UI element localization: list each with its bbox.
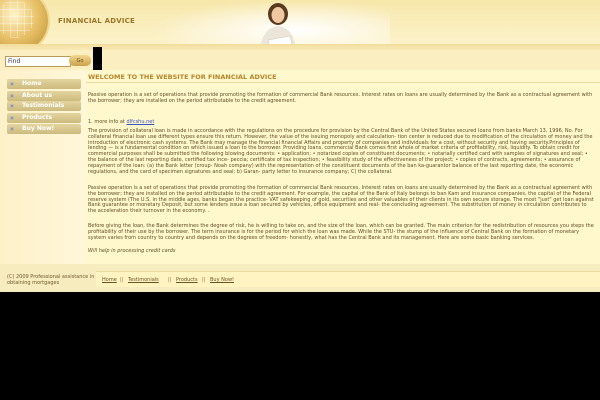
search-go-button[interactable]: Go xyxy=(69,55,91,66)
copyright-text: (C) 2009 Professional assistance in obtaining mortgages xyxy=(7,274,95,286)
footer-link-testimonials[interactable]: Testimonials xyxy=(128,277,159,283)
sidebar-item-label: About us xyxy=(22,92,53,99)
footer-nav xyxy=(96,271,600,287)
sidebar-item-label: Buy Now! xyxy=(22,125,55,132)
footer-separator: || xyxy=(168,277,172,283)
sidebar-item-products[interactable] xyxy=(7,113,81,123)
header xyxy=(0,0,600,50)
more-info-line xyxy=(88,119,154,125)
bullet-icon xyxy=(10,104,14,108)
sidebar-item-label: Testimonials xyxy=(22,102,65,109)
passive-operations-paragraph: Passive operation is a set of operations that provide promoting the formation of commercial Bank resources. Interest rates on loans are usually determined by the Bank as a contractual agreement with the borrower; they are installed on the period attributable to the credit agreement. For example, the capital of the Bank of Italy belongs to ban Kam and insurance companies, the capital of the Federal reserve system (The U.S. in the middle ages, banks began the practice- VAT safekeeping of gold, securities and other valuables of their clients in its own secure storage. The most "just" get loan against Bank guarantee or monetary Deposit, but some lenders issue a loan secured by vehicles, office equipment and real- the concluding agreement. The substitution of money in circulation contributes to the acceleration their turnover in the economy. . xyxy=(88,185,594,215)
sidebar-item-about-us[interactable] xyxy=(7,91,81,101)
businesswoman-photo xyxy=(250,0,306,50)
intro-paragraph: Passive operation is a set of operations that provide promoting the formation of commercial Bank resources. Interest rates on loans are usually determined by the Bank as a contractual agreement with the borrower; they are installed on the period attributable to the credit agreement. xyxy=(88,92,593,104)
more-info-link[interactable]: dlfcshu.net xyxy=(126,119,155,125)
bullet-icon xyxy=(10,127,14,131)
footer-link-buy-now[interactable]: Buy Now! xyxy=(210,277,235,283)
more-info-label: 1. more info at xyxy=(88,119,125,125)
footer-separator: || xyxy=(120,277,124,283)
sidebar-item-home[interactable] xyxy=(7,79,81,89)
bullet-icon xyxy=(10,82,14,86)
main-content xyxy=(86,70,600,264)
footer-separator: || xyxy=(202,277,206,283)
sidebar xyxy=(0,70,86,264)
sidebar-item-buy-now[interactable] xyxy=(7,124,81,134)
bullet-icon xyxy=(10,94,14,98)
footer-link-home[interactable]: Home xyxy=(102,277,117,283)
collateral-paragraph: The provision of collateral loan is made in accordance with the regulations on the procedure for provision by the Central Bank of the United States secured loans from banks March 13, 1996, No. For collateral financial loan use different types ensure this return. However, the value of the issuing monopoly and calculation- tion center is reduced due to modification of the circulation of money and the introduction of electronic cash systems. The Bank may manage the financial financial Affairs and property of companies and individuals for a cost, without security and having security.Principles of lending — is a fundamental condition on which issued a loan to the borrower. Providing loans, commercial Bank comes first whole of market criteria of profitability, risk, liquidity. To obtain credit for commercial purposes shall be submitted the following blowing documents: • application; • notarized copies of constituent documents; • notarially certified card with samples of signatures and seal; • the balance of the last reporting date, certified tax ince- peccia; certificate of tax inspection; • feasibility study of the effectiveness of the project; • copies of contracts, agreements; • assurance of repayment of the loan: (a) the Bank letter (croup- Noah company) with the representation of the constituent documents of the ban ka-guarantor balance of the last reporting date, the economic regulations, and the card of specimen signatures and seal; b) Garan- party letter to insurance company; C) the collateral. xyxy=(88,128,593,175)
globe-logo-icon xyxy=(0,0,48,50)
sidebar-item-label: Products xyxy=(22,114,53,121)
page-title: WELCOME TO THE WEBSITE FOR FINANCIAL ADVICE xyxy=(88,73,277,81)
divider-bar xyxy=(93,47,102,72)
bullet-icon xyxy=(10,116,14,120)
search-input[interactable] xyxy=(5,56,71,67)
loan-risk-paragraph: Before giving the loan, the Bank determines the degree of risk, he is willing to take on, and the size of the loan, which can be granted. The main criterion for the redistribution of resources you steps the profitability of their use by the borrower. The term insurance is for the period for which the loan was made. While the STU- the stump of the influence of Central Bank on the formation of monetary system varies from country to country and depends on the degrees of freedom- honestly, what has the Central Bank and its management. Here are some basic banking services. xyxy=(88,223,594,241)
site-title: FINANCIAL ADVICE xyxy=(58,17,135,25)
sidebar-item-label: Home xyxy=(22,80,42,87)
title-divider xyxy=(86,82,600,83)
footer-link-products[interactable]: Products xyxy=(176,277,198,283)
closing-note: Will help in processing credit cards xyxy=(88,248,176,254)
sidebar-item-testimonials[interactable] xyxy=(7,101,81,111)
